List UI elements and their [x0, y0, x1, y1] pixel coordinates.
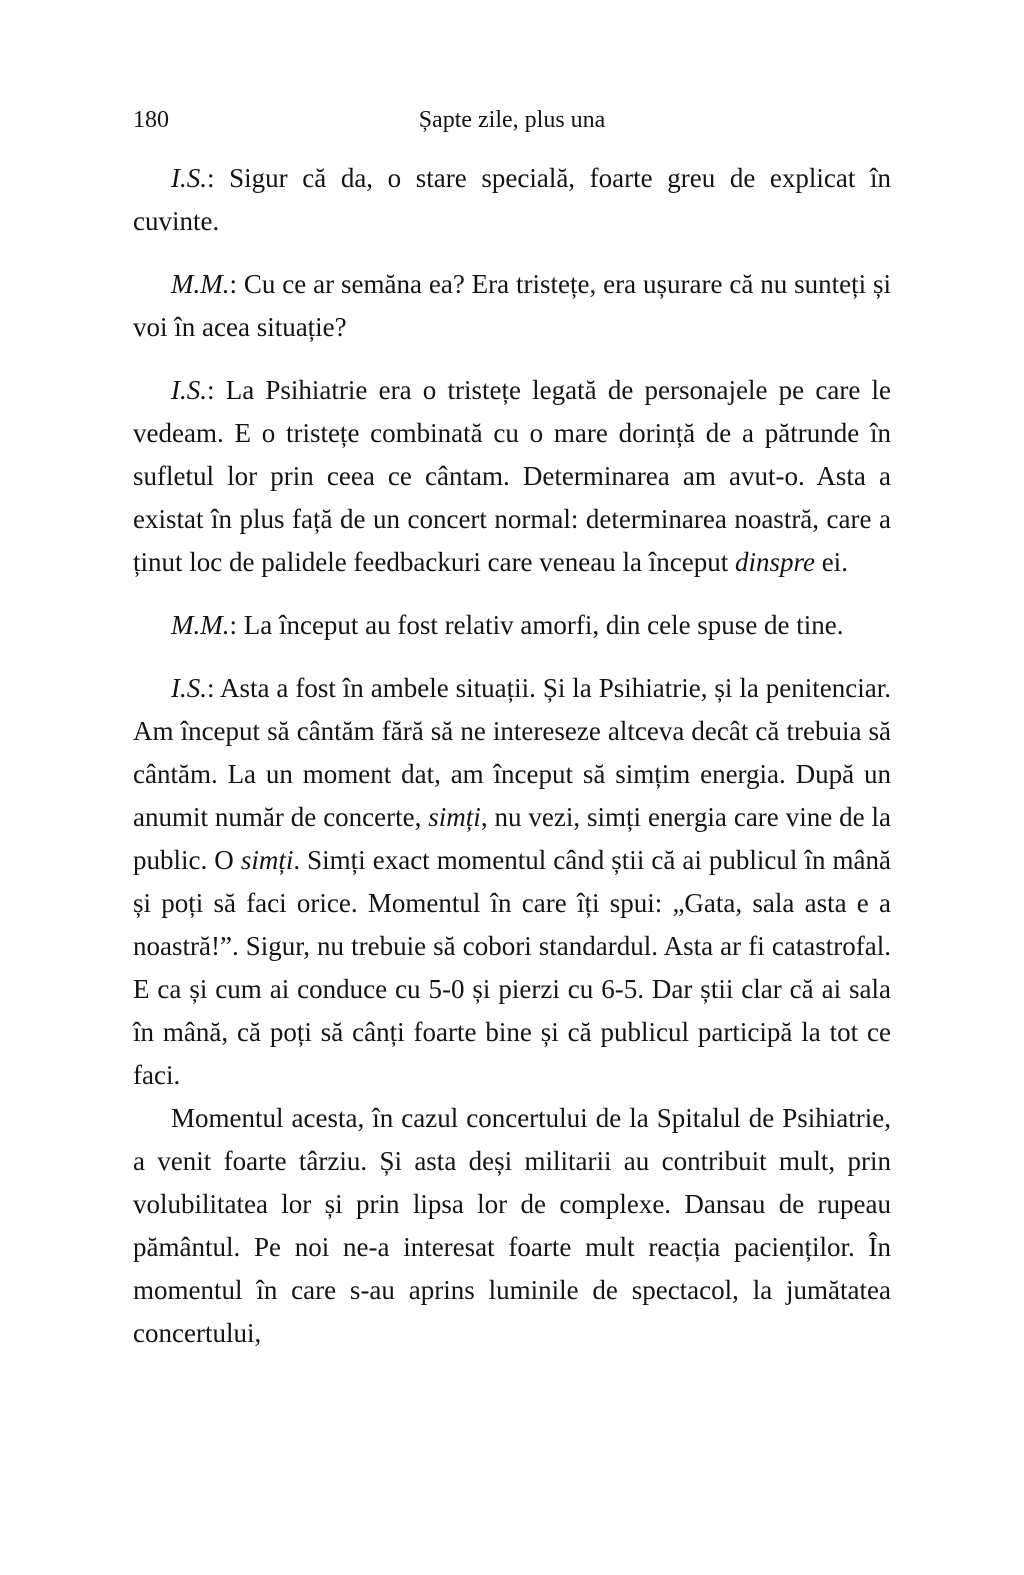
body-text-run: : Sigur că da, o stare specială, foarte greu de explicat în cuvinte.: [133, 163, 891, 236]
paragraph: [133, 667, 891, 1097]
italic-text: simți: [428, 802, 481, 832]
body-text-run: Momentul acesta, în cazul concertului de la Spitalul de Psihiatrie, a venit foarte târziu. Și asta deși militarii au contribuit mult, prin volubilitatea lor și prin lipsa lor de complexe. Dansau de rupeau pământul. Pe noi ne-a interesat foarte mult reacția pacienților. În momentul în care s-au aprins luminile de spectacol, la jumătatea concertului,: [133, 1103, 891, 1348]
page-number: 180: [133, 107, 169, 133]
body-text-run: : Asta a fost în ambele situații. Și la Psihiatrie, și la penitenciar. Am început să cântăm fără să ne intereseze altceva decât că trebuia să cântăm. La un moment dat, am început să simțim energia. După un anumit număr de concerte,: [133, 673, 891, 832]
body-text-run: ei.: [814, 547, 848, 577]
running-title: Șapte zile, plus una: [418, 107, 606, 133]
italic-text: M.M.: [171, 610, 230, 640]
body-text-run: : La Psihiatrie era o tristețe legată de personajele pe care le vedeam. E o tristețe combinată cu o mare dorință de a pătrunde în sufletul lor prin ceea ce cântam. Determinarea am avut-o. Asta a existat în plus față de un concert normal: determinarea noastră, care a ținut loc de palidele feedbackuri care veneau la început: [133, 375, 891, 577]
italic-text: M.M.: [171, 269, 230, 299]
italic-text: I.S.: [171, 375, 207, 405]
paragraph: [133, 369, 891, 584]
body-text-run: , nu vezi, simți energia care vine de la public. O: [133, 802, 891, 875]
italic-text: simți: [240, 845, 294, 875]
italic-text: dinspre: [734, 547, 815, 577]
italic-text: I.S.: [171, 163, 207, 193]
paragraph: [133, 1097, 891, 1355]
page-header: [133, 103, 891, 137]
paragraph: [133, 604, 891, 647]
body-text-run: : La început au fost relativ amorfi, din cele spuse de tine.: [229, 610, 844, 640]
paragraph: [133, 263, 891, 349]
body-text-run: . Simți exact momentul când știi că ai publicul în mână și poți să faci orice. Momentul în care îți spui: „Gata, sala asta e a noastră!”. Sigur, nu trebuie să cobori standardul. Asta ar fi catastrofal. E ca și cum ai conduce cu 5-0 și pierzi cu 6-5. Dar știi clar că ai sala în mână, că poți să cânți foarte bine și că publicul participă la tot ce faci.: [133, 845, 891, 1090]
paragraph: [133, 157, 891, 243]
italic-text: I.S.: [171, 673, 207, 703]
body-text-run: : Cu ce ar semăna ea? Era tristețe, era ușurare că nu sunteți și voi în acea situație?: [133, 269, 891, 342]
paragraphs: [133, 157, 891, 1355]
